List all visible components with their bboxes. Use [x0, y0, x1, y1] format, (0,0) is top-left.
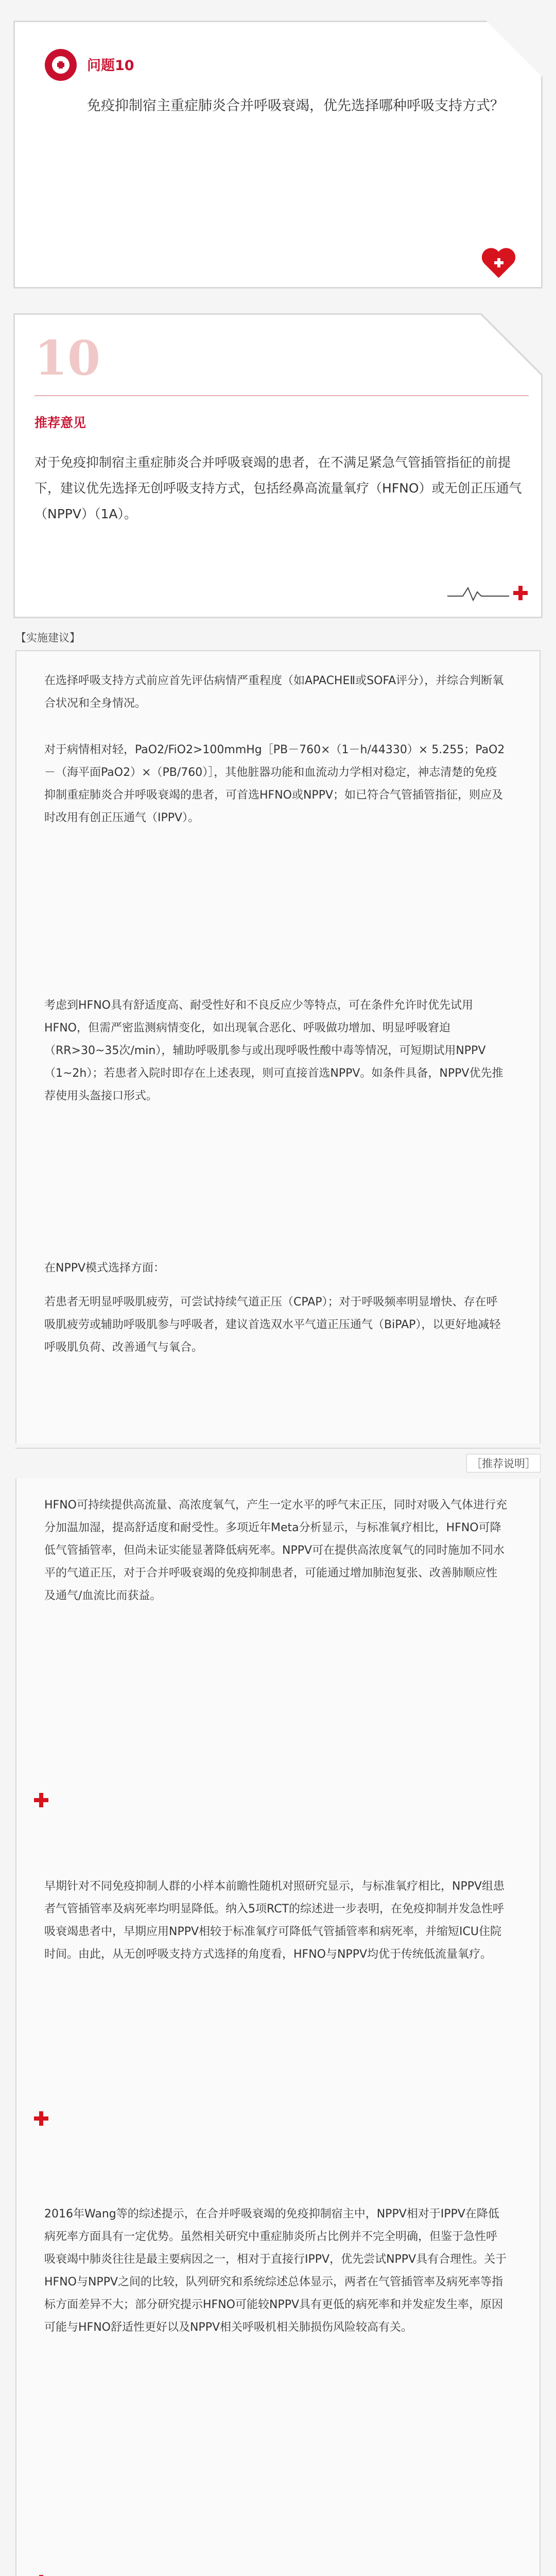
impl-paragraph-4: 在NPPV模式选择方面：: [44, 1262, 165, 1275]
explanation-tag: ［推荐说明］: [466, 1454, 541, 1472]
plus-icon: [34, 2111, 48, 2126]
expl-paragraph-3: 2016年Wang等的综述提示，在合并呼吸衰竭的免疫抑制宿主中，NPPV相对于IPPV在降低病死率方面具有一定优势。虽然相关研究中重症肺炎所占比例并不完全明确，但鉴于急性呼吸衰竭中肺炎往往是最主要病因之一，相对于直接行IPPV，优先尝试NPPV具有合理性。关于HFNO与NPPV之间的比较，队列研究和系统综述总体显示，两者在气管插管率及病死率等指标方面差异不大；部分研究提示HFNO可能较NPPV具有更低的病死率和并发症发生率，原因可能与HFNO舒适性更好以及NPPV相关呼吸机相关肺损伤风险较高有关。: [44, 2208, 507, 2334]
expl-paragraph-2: 早期针对不同免疫抑制人群的小样本前瞻性随机对照研究显示，与标准氧疗相比，NPPV组患者气管插管率及病死率均明显降低。纳入5项RCT的综述进一步表明，在免疫抑制并发急性呼吸衰竭患者中，早期应用NPPV相较于标准氧疗可降低气管插管率和病死率，并缩短ICU住院时间。由此，从无创呼吸支持方式选择的角度看，HFNO与NPPV均优于传统低流量氧疗。: [44, 1880, 505, 1961]
ecg-line-icon: [447, 583, 509, 603]
plus-icon: [513, 586, 528, 600]
card-fold: [481, 313, 543, 375]
impl-paragraph-2: 对于病情相对轻，PaO2/FiO2>100mmHg［PB－760×（1－h/44330）× 5.255；PaO2－（海平面PaO2）×（PB/760）］，其他脏器功能和血流动力学相对稳定，神志清楚的免疫抑制重症肺炎合并呼吸衰竭的患者，可首选HFNO或NPPV；如已符合气管插管指征，则应及时改用有创正压通气（IPPV）。: [44, 743, 505, 824]
recommendation-number: 10: [34, 330, 101, 386]
expl-paragraph-1: HFNO可持续提供高流量、高浓度氧气，产生一定水平的呼气末正压，同时对吸入气体进行充分加温加湿，提高舒适度和耐受性。多项近年Meta分析显示，与标准氧疗相比，HFNO可降低气管插管率，但尚未证实能显著降低病死率。NPPV可在提供高浓度氧气的同时施加不同水平的气道正压，对于合并呼吸衰竭的免疫抑制患者，可能通过增加肺泡复张、改善肺顺应性及通气/血流比而获益。: [44, 1499, 507, 1602]
card-corner: [486, 21, 543, 77]
explanation-frame: [15, 1479, 541, 2576]
heart-plus-icon: [480, 249, 516, 281]
plus-icon: [34, 1793, 48, 1807]
recommendation-label: 推荐意见: [34, 415, 86, 430]
impl-paragraph-1: 在选择呼吸支持方式前应首先评估病情严重程度（如APACHEⅡ或SOFA评分），并综合判断氧合状况和全身情况。: [44, 674, 504, 710]
section-separator: [15, 1448, 541, 1449]
divider: [34, 395, 529, 396]
impl-paragraph-5: 若患者无明显呼吸肌疲劳，可尝试持续气道正压（CPAP）；对于呼吸频率明显增快、存在呼吸肌疲劳或辅助呼吸肌参与呼吸者，建议首选双水平气道正压通气（BiPAP），以更好地减轻呼吸肌负荷、改善通气与氧合。: [44, 1296, 501, 1354]
question-text: 免疫抑制宿主重症肺炎合并呼吸衰竭，优先选择哪种呼吸支持方式？: [87, 98, 504, 114]
recommendation-card: [13, 313, 543, 618]
cross-badge-icon: [45, 49, 77, 81]
impl-paragraph-3: 考虑到HFNO具有舒适度高、耐受性好和不良反应少等特点，可在条件允许时优先试用HFNO，但需严密监测病情变化，如出现氧合恶化、呼吸做功增加、明显呼吸窘迫（RR>30~35次/min），辅助呼吸肌参与或出现呼吸性酸中毒等情况，可短期试用NPPV（1~2h）；若患者入院时即存在上述表现，则可直接首选NPPV。如条件具备，NPPV优先推荐使用头盔接口形式。: [44, 999, 503, 1103]
question-card-10: [13, 21, 543, 289]
question-title: 问题10: [87, 58, 134, 74]
recommendation-text: 对于免疫抑制宿主重症肺炎合并呼吸衰竭的患者，在不满足紧急气管插管指征的前提下，建议优先选择无创呼吸支持方式，包括经鼻高流量氧疗（HFNO）或无创正压通气（NPPV）（1A）。: [34, 455, 522, 521]
implementation-tag: 【实施建议】: [15, 632, 80, 644]
